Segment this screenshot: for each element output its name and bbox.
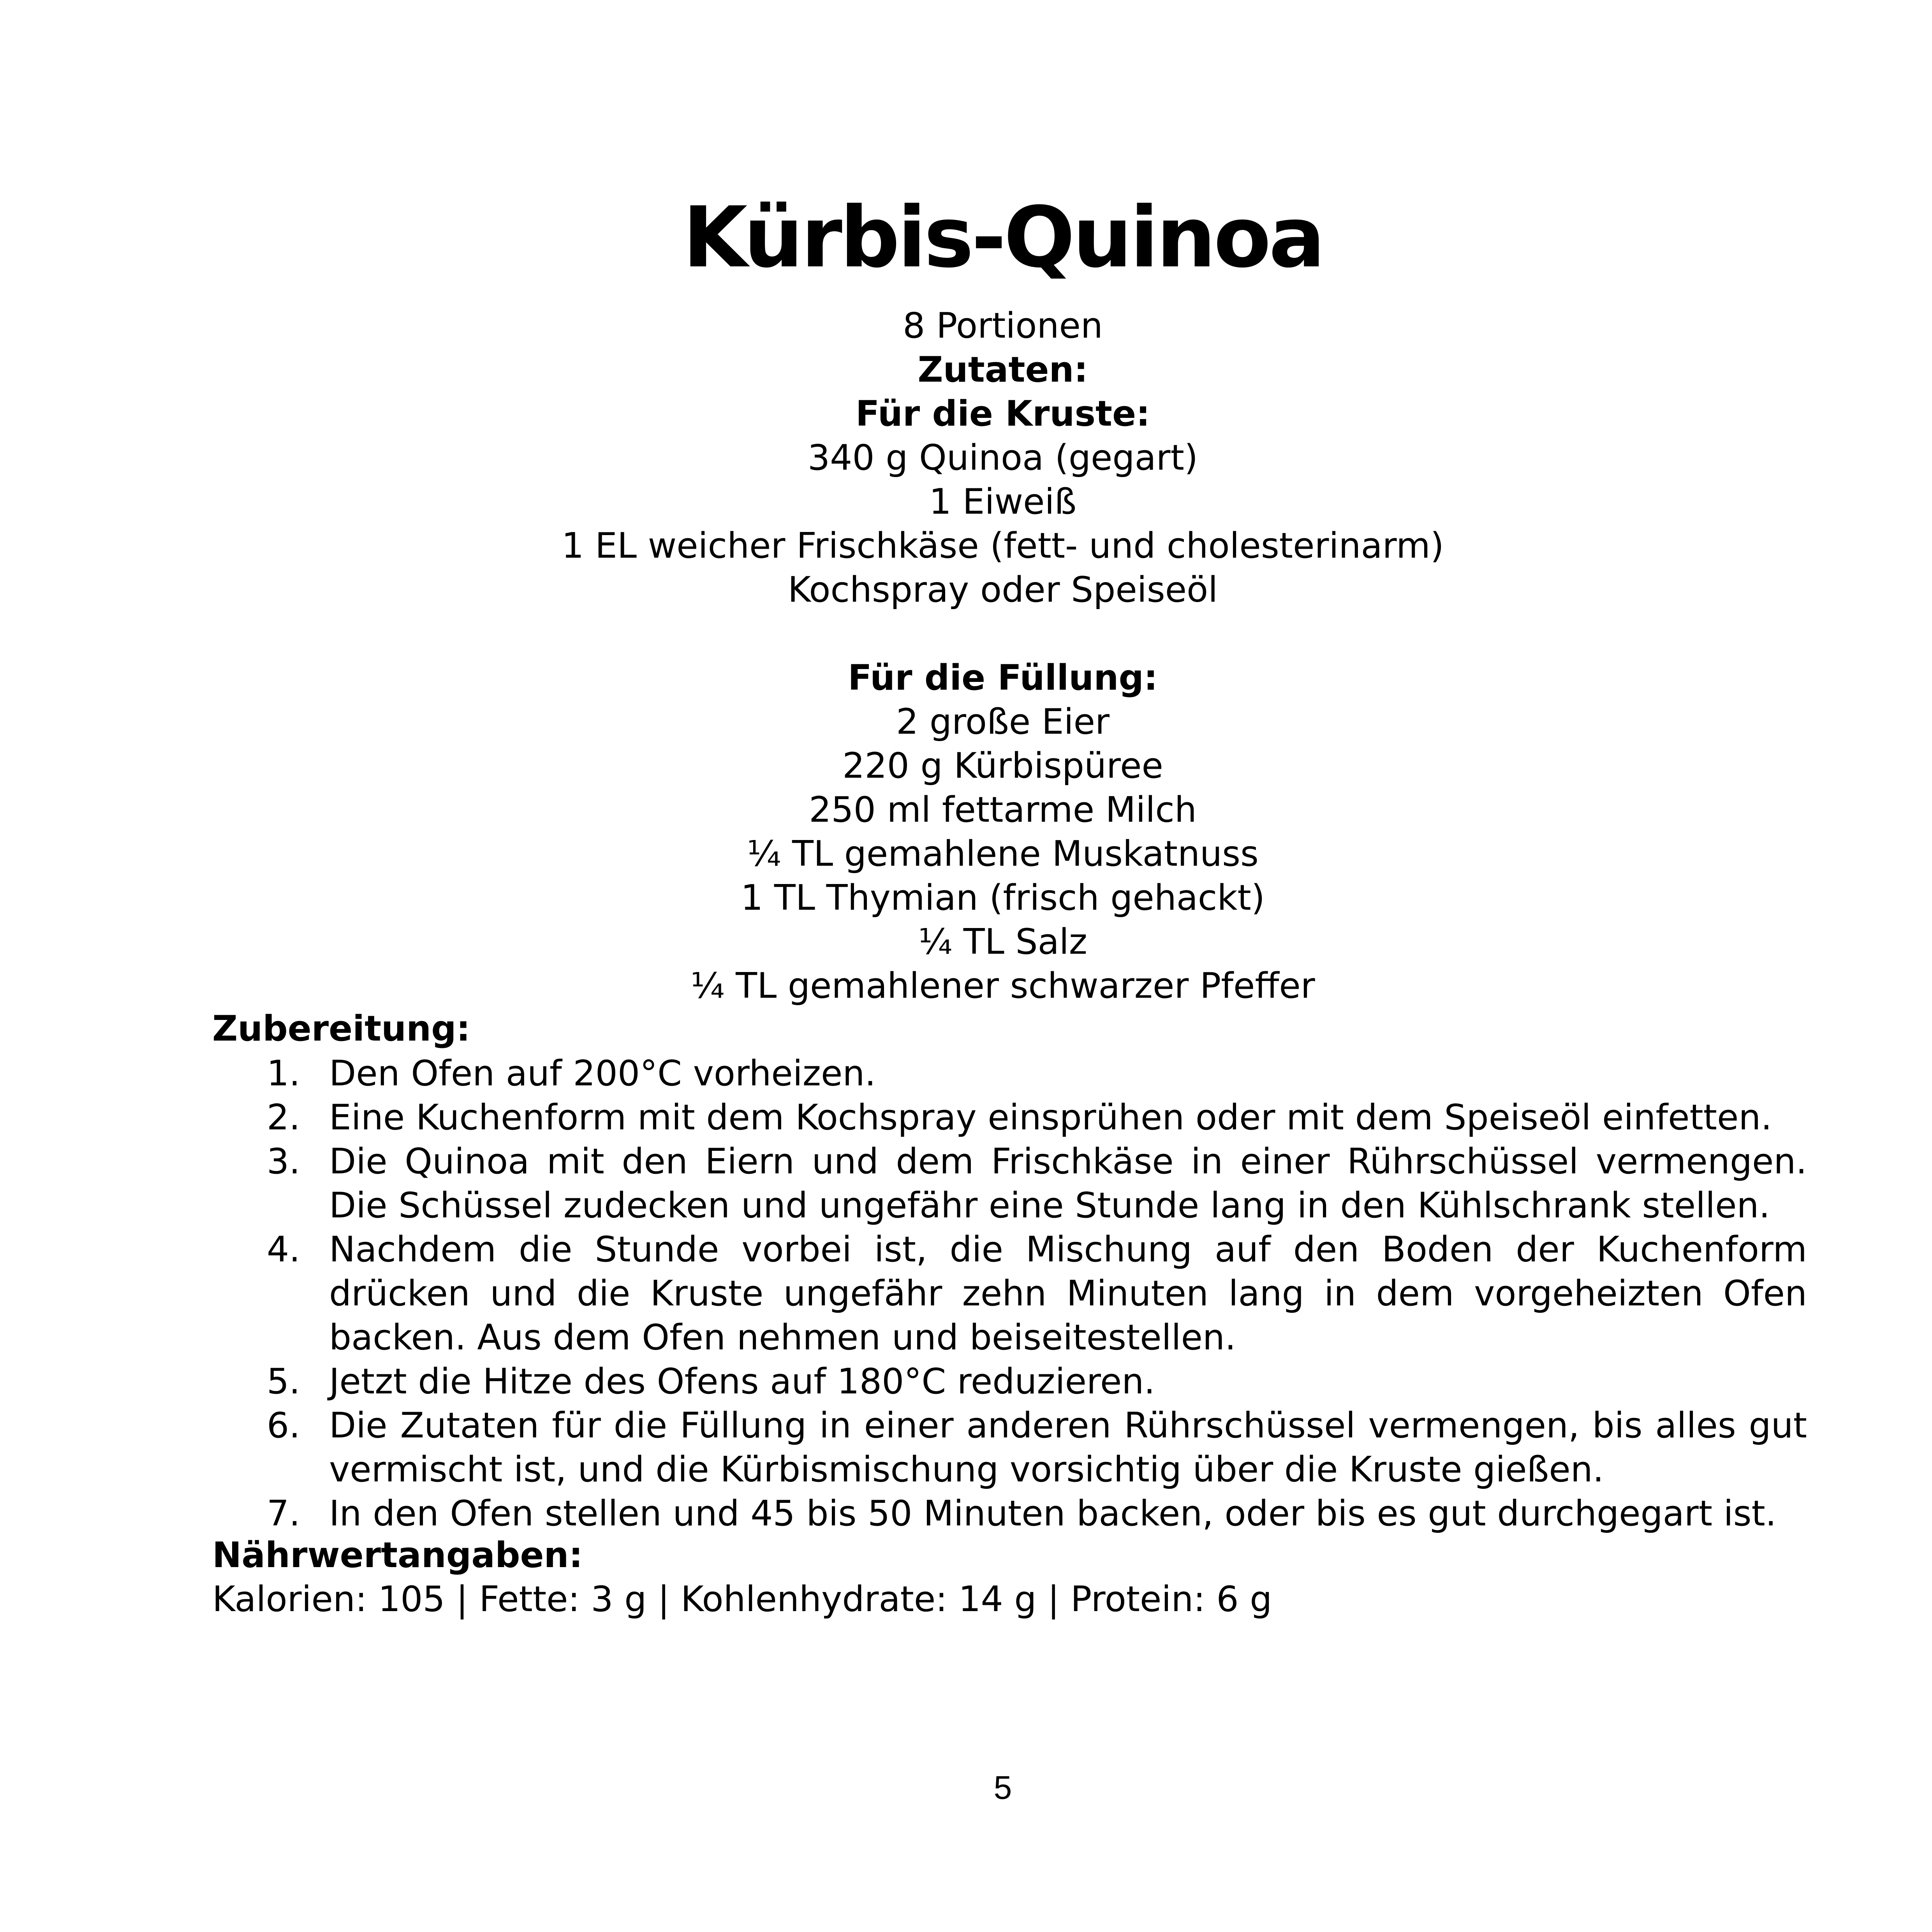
crust-ingredient: Kochspray oder Speiseöl	[787, 569, 1218, 610]
recipe-title: Kürbis-Quinoa	[682, 188, 1323, 286]
step-item	[212, 1404, 1807, 1492]
filling-ingredient: 220 g Kürbispüree	[842, 745, 1163, 786]
nutrition-heading: Nährwertangaben:	[212, 1535, 583, 1576]
step-number: 1.	[267, 1053, 300, 1094]
step-number: 4.	[267, 1229, 300, 1270]
step-item	[212, 1139, 1807, 1228]
step-number: 3.	[267, 1141, 300, 1182]
crust-ingredient: 1 Eiweiß	[929, 481, 1077, 522]
page-number: 5	[993, 1769, 1012, 1806]
section-spacer	[0, 612, 1932, 656]
crust-heading: Für die Kruste:	[855, 393, 1150, 434]
step-text: Den Ofen auf 200°C vorheizen.	[329, 1053, 876, 1094]
filling-heading: Für die Füllung:	[848, 657, 1158, 698]
ingredients-heading: Zutaten:	[918, 349, 1088, 390]
step-item	[212, 1360, 1807, 1404]
filling-ingredient: ¼ TL gemahlene Muskatnuss	[747, 833, 1259, 874]
step-item	[212, 1095, 1807, 1139]
filling-ingredient: 1 TL Thymian (frisch gehackt)	[741, 877, 1265, 918]
step-text: In den Ofen stellen und 45 bis 50 Minuten backen, oder bis es gut durchgegart ist.	[329, 1493, 1777, 1534]
step-number: 5.	[267, 1361, 300, 1402]
step-item	[212, 1228, 1807, 1360]
filling-ingredient: 250 ml fettarme Milch	[809, 789, 1197, 830]
crust-ingredient: 1 EL weicher Frischkäse (fett- und cholesterinarm)	[562, 525, 1444, 566]
crust-ingredient: 340 g Quinoa (gegart)	[807, 437, 1198, 478]
step-text: Die Zutaten für die Füllung in einer anderen Rührschüssel vermengen, bis alles gut vermischt ist, und die Kürbismischung vorsichtig über die Kruste gießen.	[329, 1405, 1807, 1490]
step-number: 7.	[267, 1493, 300, 1534]
step-text: Die Quinoa mit den Eiern und dem Frischkäse in einer Rührschüssel vermengen. Die Schüssel zudecken und ungefähr eine Stunde lang in den Kühlschrank stellen.	[329, 1141, 1807, 1226]
ingredients-block	[0, 304, 1932, 1008]
preparation-steps	[212, 1051, 1807, 1536]
step-text: Nachdem die Stunde vorbei ist, die Mischung auf den Boden der Kuchenform drücken und die Kruste ungefähr zehn Minuten lang in dem vorgeheizten Ofen backen. Aus dem Ofen nehmen und beiseitestellen.	[329, 1229, 1807, 1358]
nutrition-values: Kalorien: 105 | Fette: 3 g | Kohlenhydrate: 14 g | Protein: 6 g	[212, 1579, 1272, 1620]
filling-ingredient: 2 große Eier	[896, 701, 1110, 742]
step-item	[212, 1051, 1807, 1095]
servings: 8 Portionen	[903, 305, 1103, 346]
step-text: Jetzt die Hitze des Ofens auf 180°C reduzieren.	[329, 1361, 1155, 1402]
preparation-heading: Zubereitung:	[212, 1008, 470, 1049]
step-text: Eine Kuchenform mit dem Kochspray einsprühen oder mit dem Speiseöl einfetten.	[329, 1097, 1772, 1138]
step-item	[212, 1492, 1807, 1536]
step-number: 2.	[267, 1097, 300, 1138]
filling-ingredient: ¼ TL gemahlener schwarzer Pfeffer	[690, 965, 1315, 1006]
step-number: 6.	[267, 1405, 300, 1446]
filling-ingredient: ¼ TL Salz	[918, 921, 1088, 962]
